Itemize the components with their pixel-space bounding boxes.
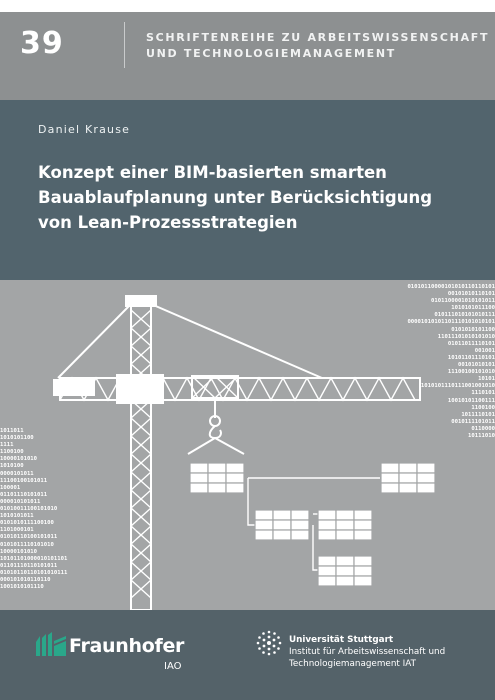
university-name: Universität Stuttgart bbox=[289, 635, 394, 645]
fraunhofer-wordmark: Fraunhofer bbox=[69, 635, 185, 657]
volume-number: 39 bbox=[20, 26, 64, 61]
university-institute-line2: Technologiemanagement IAT bbox=[289, 659, 416, 669]
block-group-1 bbox=[190, 463, 244, 493]
series-title-line2: UND TECHNOLOGIEMANAGEMENT bbox=[146, 47, 396, 60]
binary-code-left: 1011011 1010101100 1111 1100100 10000101010 1010100 0000101011 11100100101011 100001 01101110101011 000010101011 01010011100101010 1010101011 0101010111100100 1101000101 01010110100101011 0101011110101010 10000101010 10101101000010101101 01101110110101011 01010110110101010111 000101010110110 1001010101110 bbox=[0, 428, 68, 591]
fraunhofer-logo-icon bbox=[36, 632, 66, 656]
book-title-line2: Bauablaufplanung unter Berücksichtigung bbox=[38, 188, 433, 207]
crane-drawing bbox=[0, 280, 495, 610]
book-title-line3: von Lean-Prozessstrategien bbox=[38, 213, 298, 232]
series-divider bbox=[124, 22, 125, 68]
fraunhofer-institute-label: IAO bbox=[164, 661, 182, 672]
book-title bbox=[38, 160, 432, 235]
series-title bbox=[146, 30, 489, 62]
book-title-line1: Konzept einer BIM-basierten smarten bbox=[38, 163, 387, 182]
university-institute-line1: Institut für Arbeitswissenschaft und bbox=[289, 647, 446, 657]
university-stuttgart-logo-icon bbox=[255, 629, 283, 657]
crane-illustration bbox=[0, 280, 495, 610]
author-name: Daniel Krause bbox=[38, 123, 131, 136]
university-label bbox=[289, 634, 445, 670]
binary-code-right: 01010110000101010110110101 00101010110101 0101100001010101011 1010101011100 010111010101010111 00001010101101110101010101 0101010101100 11011101010101010 01011011110101 001001 10101101110101 00101010101 11100100101010 10101 1010101110111001001010 1110101 10010101100111 1100100 1011110101 0010111101011 0110000 10111010 bbox=[407, 284, 495, 439]
series-title-line1: SCHRIFTENREIHE ZU ARBEITSWISSENSCHAFT bbox=[146, 31, 490, 44]
top-white-frame bbox=[0, 0, 495, 12]
